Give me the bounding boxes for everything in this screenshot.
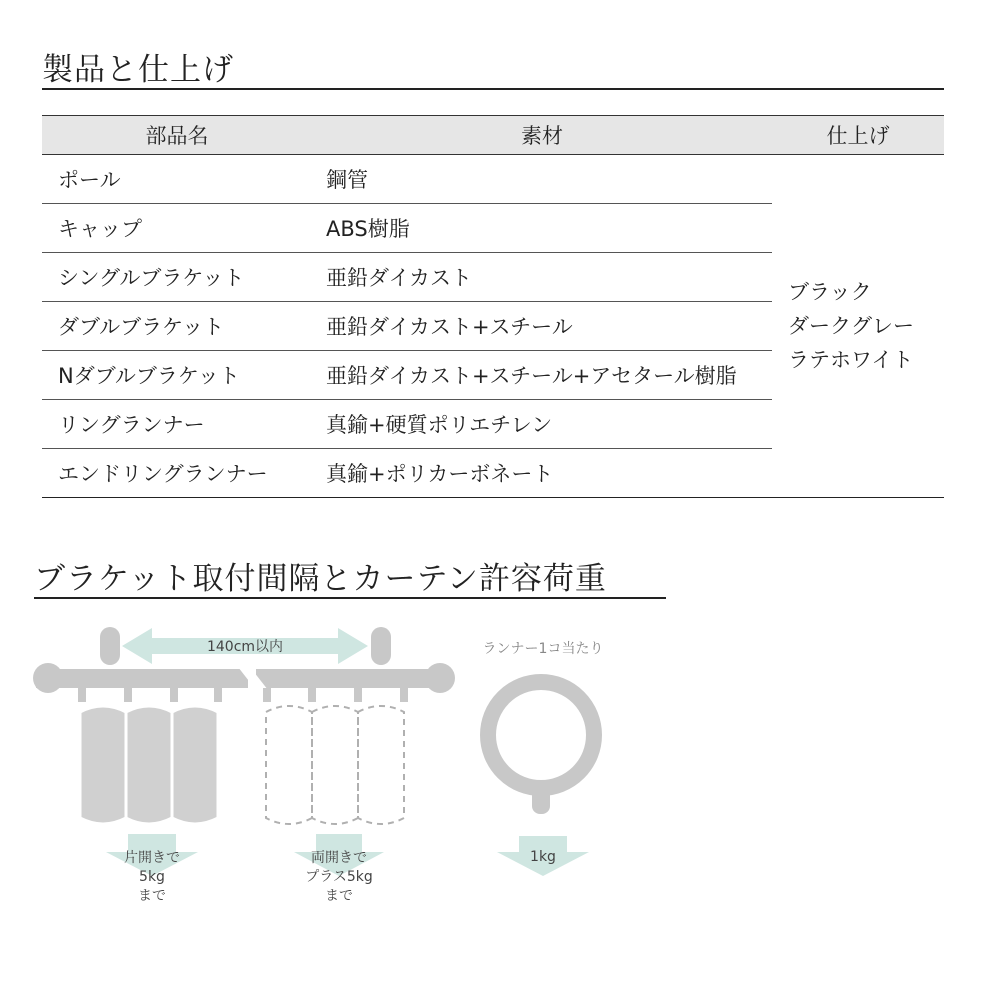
double-open-load-label bbox=[279, 849, 399, 906]
curtain-rod-right bbox=[256, 669, 448, 688]
finish-item: ダークグレー bbox=[788, 314, 914, 338]
single-open-load-label bbox=[92, 849, 212, 906]
header-material: 素材 bbox=[312, 116, 772, 155]
material-cell: 鋼管 bbox=[312, 155, 772, 204]
load-text: まで bbox=[325, 888, 353, 904]
runner-stem-icon bbox=[532, 786, 550, 814]
curtain-solid-icon bbox=[80, 706, 218, 824]
load-text: プラス5kg bbox=[305, 869, 373, 885]
material-cell: 亜鉛ダイカスト bbox=[312, 253, 772, 302]
material-cell: 亜鉛ダイカスト+スチール bbox=[312, 302, 772, 351]
curtain-rod-left bbox=[36, 669, 248, 688]
bracket-load-title: ブラケット取付間隔とカーテン許容荷重 bbox=[34, 561, 607, 597]
material-cell: 真鍮+ポリカーボネート bbox=[312, 449, 772, 498]
part-cell: キャップ bbox=[42, 204, 312, 253]
part-cell: ダブルブラケット bbox=[42, 302, 312, 351]
part-cell: エンドリングランナー bbox=[42, 449, 312, 498]
hook-icon bbox=[170, 688, 178, 702]
material-cell: ABS樹脂 bbox=[312, 204, 772, 253]
load-text: 両開きで bbox=[311, 850, 367, 866]
rod-end-right-icon bbox=[425, 663, 455, 693]
hook-icon bbox=[400, 688, 408, 702]
part-cell: シングルブラケット bbox=[42, 253, 312, 302]
load-text: 片開きで bbox=[124, 850, 180, 866]
material-cell: 亜鉛ダイカスト+スチール+アセタール樹脂 bbox=[312, 351, 772, 400]
runner-load-label: 1kg bbox=[530, 849, 556, 865]
finish-item: ブラック bbox=[788, 280, 872, 304]
header-finish: 仕上げ bbox=[772, 116, 944, 155]
hook-icon bbox=[308, 688, 316, 702]
hook-icon bbox=[214, 688, 222, 702]
right-bracket-icon bbox=[371, 627, 391, 665]
header-part: 部品名 bbox=[42, 116, 312, 155]
part-cell: ポール bbox=[42, 155, 312, 204]
left-bracket-icon bbox=[100, 627, 120, 665]
part-cell: リングランナー bbox=[42, 400, 312, 449]
runner-label: ランナー1コ当たり bbox=[482, 641, 604, 657]
part-cell: Nダブルブラケット bbox=[42, 351, 312, 400]
hook-icon bbox=[263, 688, 271, 702]
products-finish-title: 製品と仕上げ bbox=[42, 52, 234, 88]
rod-end-left-icon bbox=[33, 663, 63, 693]
hook-icon bbox=[354, 688, 362, 702]
curtain-dashed-icon bbox=[266, 706, 404, 824]
load-text: まで bbox=[138, 888, 166, 904]
ring-runner-icon bbox=[488, 682, 594, 788]
hook-icon bbox=[124, 688, 132, 702]
finish-item: ラテホワイト bbox=[788, 348, 914, 372]
load-text: 5kg bbox=[139, 869, 165, 885]
span-label: 140cm以内 bbox=[206, 639, 284, 655]
hook-icon bbox=[78, 688, 86, 702]
material-cell: 真鍮+硬質ポリエチレン bbox=[312, 400, 772, 449]
